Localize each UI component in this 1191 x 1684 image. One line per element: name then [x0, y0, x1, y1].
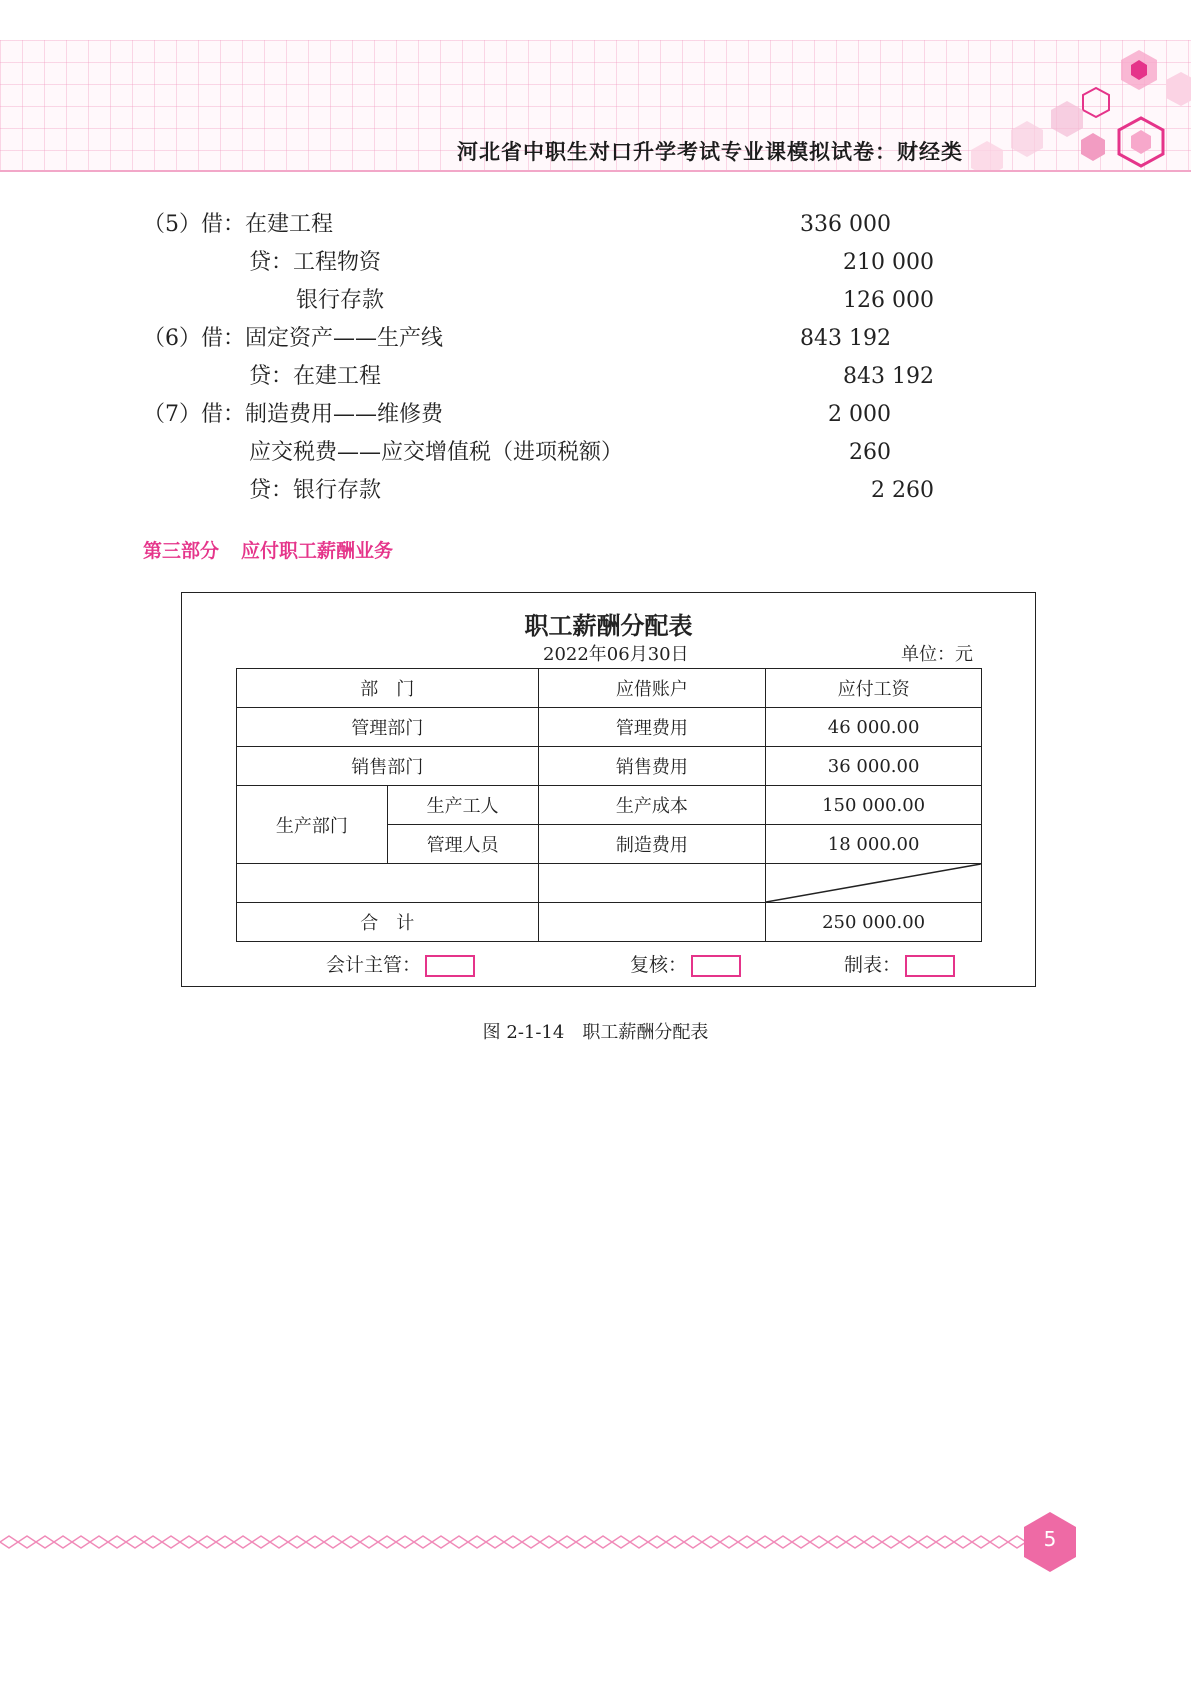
entry-amount: 336 000 [800, 212, 891, 237]
account-cell: 制造费用 [538, 825, 766, 864]
entry-line: （5）借：在建工程 [143, 212, 333, 237]
section-title [143, 536, 415, 563]
entry-line: （6）借：固定资产——生产线 [143, 326, 443, 351]
dept-cell: 管理部门 [237, 708, 539, 747]
entry-amount: 843 192 [800, 326, 891, 351]
form-title: 职工薪酬分配表 [524, 612, 693, 640]
signature-box[interactable] [425, 955, 475, 977]
entry-amount: 2 260 [871, 478, 934, 503]
table-row-blank [237, 864, 982, 903]
header-dept: 部 门 [237, 669, 539, 708]
header-amount: 应付工资 [766, 669, 982, 708]
table-row [237, 747, 982, 786]
blank-cell [538, 864, 766, 903]
hexagon-decoration [971, 40, 1191, 172]
blank-cell [237, 864, 539, 903]
payroll-table [236, 668, 982, 942]
header-account: 应借账户 [538, 669, 766, 708]
header-rule [0, 170, 1191, 172]
signature-supervisor [326, 950, 475, 977]
amount-cell: 150 000.00 [766, 786, 982, 825]
sub-dept-cell: 生产工人 [387, 786, 538, 825]
entry-line: 贷：银行存款 [249, 478, 382, 503]
signature-label: 复核： [630, 954, 688, 976]
amount-cell: 36 000.00 [766, 747, 982, 786]
footer-chain-decoration [0, 1532, 1030, 1552]
signature-label: 制表： [844, 954, 902, 976]
sub-dept-cell: 管理人员 [387, 825, 538, 864]
entry-amount: 260 [849, 440, 891, 465]
table-row [237, 786, 982, 825]
signature-preparer [844, 950, 955, 977]
header-title: 河北省中职生对口升学考试专业课模拟试卷：财经类 [457, 140, 963, 164]
entry-line: 贷：在建工程 [249, 364, 382, 389]
entry-amount: 2 000 [828, 402, 891, 427]
page-number: 5 [1043, 1527, 1057, 1551]
account-cell: 管理费用 [538, 708, 766, 747]
figure-caption: 图 2-1-14 职工薪酬分配表 [482, 1022, 709, 1043]
form-date: 2022年06月30日 [543, 644, 689, 665]
account-cell: 生产成本 [538, 786, 766, 825]
diagonal-strike-cell [766, 864, 982, 903]
signature-box[interactable] [691, 955, 741, 977]
entry-line: （7）借：制造费用——维修费 [143, 402, 443, 427]
entry-amount: 126 000 [843, 288, 934, 313]
amount-cell: 46 000.00 [766, 708, 982, 747]
entry-amount: 210 000 [843, 250, 934, 275]
signature-reviewer [630, 950, 741, 977]
entry-line: 银行存款 [296, 288, 385, 313]
entry-line: 贷：工程物资 [249, 250, 382, 275]
entry-amount: 843 192 [843, 364, 934, 389]
table-header-row [237, 669, 982, 708]
dept-cell: 销售部门 [237, 747, 539, 786]
total-label: 合 计 [237, 903, 539, 942]
table-row [237, 708, 982, 747]
account-cell: 销售费用 [538, 747, 766, 786]
total-amount: 250 000.00 [766, 903, 982, 942]
blank-cell [538, 903, 766, 942]
signature-box[interactable] [905, 955, 955, 977]
section-part: 第三部分 [143, 540, 220, 562]
section-heading: 应付职工薪酬业务 [241, 540, 394, 562]
entry-line: 应交税费——应交增值税（进项税额） [249, 440, 624, 465]
diagonal-line [766, 864, 981, 902]
production-dept-cell: 生产部门 [237, 786, 388, 864]
table-total-row [237, 903, 982, 942]
form-unit: 单位：元 [901, 644, 973, 665]
signature-label: 会计主管： [326, 954, 422, 976]
amount-cell: 18 000.00 [766, 825, 982, 864]
